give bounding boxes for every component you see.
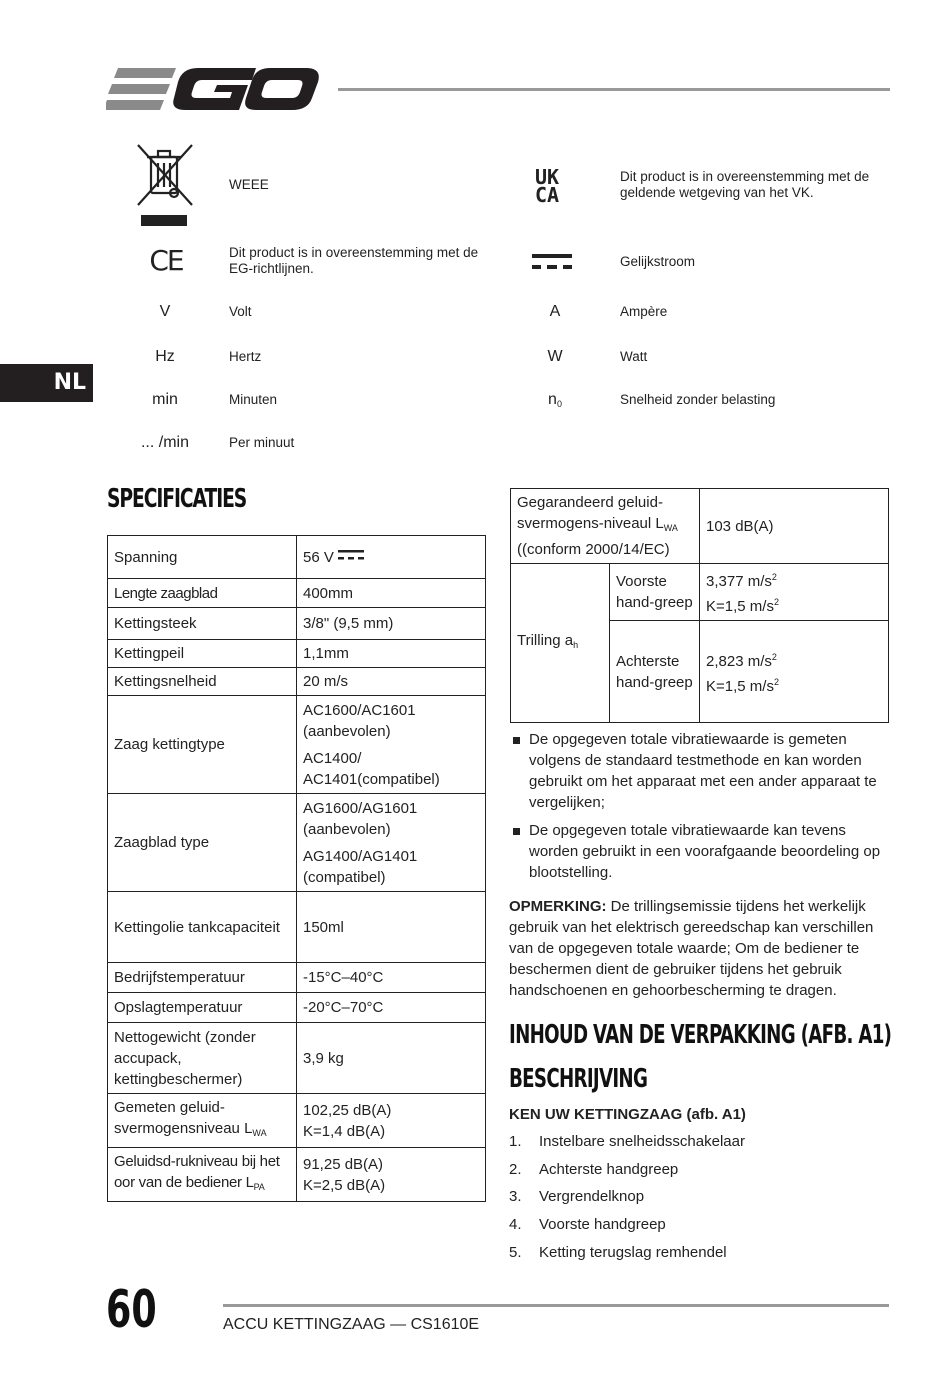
spec-value: -15°C–40°C bbox=[297, 963, 486, 993]
ego-logo bbox=[106, 64, 320, 114]
spec-key: Bedrijfstemperatuur bbox=[108, 963, 297, 993]
weee-label: WEEE bbox=[229, 177, 269, 192]
spec-key: Geluidsd-rukniveau bij het oor van de bediener $L_{PA}$ bbox=[108, 1148, 297, 1202]
ampere-label: Ampère bbox=[620, 304, 668, 319]
spec-value: 1,1mm bbox=[297, 640, 486, 668]
package-contents-heading: INHOUD VAN DE VERPAKKING (AFB. A1) bbox=[509, 1020, 892, 1050]
spec-value: 400mm bbox=[297, 579, 486, 608]
minutes-label: Minuten bbox=[229, 392, 278, 407]
ego-logo-e bbox=[106, 68, 176, 110]
rear-handle-label: Achterste hand-greep bbox=[610, 621, 700, 723]
list-item: 5. Ketting terugslag remhendel bbox=[509, 1243, 727, 1261]
list-item: 2. Achterste handgreep bbox=[509, 1160, 679, 1178]
list-item: 1. Instelbare snelheidsschakelaar bbox=[509, 1133, 745, 1150]
ego-logo-g bbox=[173, 68, 256, 110]
spec-value-recommended: AC1600/AC1601 (aanbevolen) bbox=[303, 701, 416, 740]
watt-symbol: W bbox=[547, 348, 563, 365]
table-row bbox=[108, 668, 486, 696]
table-row bbox=[108, 640, 486, 668]
specs-title: SPECIFICATIES bbox=[107, 484, 247, 514]
direct-current-icon bbox=[532, 253, 572, 271]
spec-value: 56 V bbox=[297, 536, 486, 579]
spec-key: Opslagtemperatuur bbox=[108, 993, 297, 1023]
spec-value-uncertainty: K=2,5 dB(A) bbox=[303, 1176, 386, 1194]
front-handle-value: 3,377 $m/s^2$ K=1,5 $m/s^2$ bbox=[700, 564, 889, 621]
volt-label: Volt bbox=[229, 304, 252, 319]
list-item: De opgegeven totale vibratiewaarde is gemeten volgens de standaard testmethode en kan worden gebruikt om het apparaat met een ander apparaat te vergelijken; bbox=[512, 729, 892, 813]
direct-current-label: Gelijkstroom bbox=[620, 254, 696, 269]
table-row bbox=[108, 579, 486, 608]
list-item: 3. Vergrendelknop bbox=[509, 1188, 645, 1206]
table-row bbox=[511, 564, 889, 621]
parts-list bbox=[509, 1133, 745, 1271]
list-item: 4. Voorste handgreep bbox=[509, 1216, 666, 1234]
table-row bbox=[108, 1148, 486, 1202]
spec-value: 20 m/s bbox=[297, 668, 486, 696]
ce-mark-icon: CE bbox=[149, 244, 183, 277]
table-row bbox=[108, 963, 486, 993]
hertz-label: Hertz bbox=[229, 349, 262, 364]
table-row bbox=[108, 993, 486, 1023]
language-tab: NL bbox=[0, 364, 93, 402]
know-your-chainsaw-heading: KEN UW KETTINGZAAG (afb. A1) bbox=[509, 1106, 746, 1123]
spec-key: Zaag kettingtype bbox=[108, 696, 297, 794]
note-text: De trillingsemissie tijdens het werkelijk gebruik van het elektrisch gereedschap kan verschillen van de opgegeven totale waarde; Om de bediener te beschermen dient de gebruiker tijdens het gebruik handschoenen en gehoorbescherming te dragen. bbox=[509, 898, 874, 999]
rear-handle-value: 2,823 $m/s^2$ K=1,5 $m/s^2$ bbox=[700, 621, 889, 723]
footer-rule bbox=[223, 1304, 889, 1307]
direct-current-icon bbox=[338, 550, 364, 562]
spec-value: 3,9 kg bbox=[297, 1023, 486, 1094]
table-row bbox=[511, 489, 889, 564]
minutes-symbol: min bbox=[152, 391, 178, 408]
no-load-speed-symbol: $n_0$ bbox=[548, 391, 562, 409]
table-row bbox=[108, 794, 486, 892]
table-row bbox=[108, 608, 486, 640]
spec-key: Kettingpeil bbox=[108, 640, 297, 668]
specs-table bbox=[107, 535, 486, 1202]
ce-label: Dit product is in overeenstemming met de EG-richtlijnen. bbox=[229, 245, 479, 276]
note-paragraph bbox=[509, 896, 891, 1001]
ukca-label: Dit product is in overeenstemming met de geldende wetgeving van het VK. bbox=[620, 169, 870, 200]
spec-key: Kettingolie tankcapaciteit bbox=[108, 892, 297, 963]
noise-vibration-table bbox=[510, 488, 889, 723]
spec-value-level: 102,25 dB(A) bbox=[303, 1101, 392, 1119]
header-rule bbox=[338, 88, 890, 91]
hertz-symbol: Hz bbox=[155, 348, 175, 365]
vibration-key: Trilling $a_h$ bbox=[511, 564, 610, 723]
description-heading: BESCHRIJVING bbox=[509, 1064, 648, 1094]
table-row bbox=[108, 536, 486, 579]
spec-key: Spanning bbox=[108, 536, 297, 579]
list-item: De opgegeven totale vibratiewaarde kan tevens worden gebruikt in een voorafgaande beoordeling op blootstelling. bbox=[512, 820, 892, 883]
ukca-mark-icon: UK CA bbox=[535, 165, 560, 207]
spec-value: 150ml bbox=[297, 892, 486, 963]
spec-value: -20°C–70°C bbox=[297, 993, 486, 1023]
front-handle-label: Voorste hand-greep bbox=[610, 564, 700, 621]
table-row bbox=[108, 892, 486, 963]
spec-value-recommended: AG1600/AG1601 (aanbevolen) bbox=[303, 799, 418, 838]
table-row bbox=[108, 1023, 486, 1094]
table-row bbox=[108, 1094, 486, 1148]
spec-value-level: 91,25 dB(A) bbox=[303, 1155, 384, 1173]
ampere-symbol: A bbox=[549, 303, 561, 320]
per-minute-label: Per minuut bbox=[229, 435, 295, 450]
spec-value: 3/8" (9,5 mm) bbox=[297, 608, 486, 640]
spec-value-uncertainty: K=1,4 dB(A) bbox=[303, 1122, 386, 1140]
note-label: OPMERKING: bbox=[509, 898, 607, 915]
ego-logo-o bbox=[245, 68, 319, 110]
no-load-speed-label: Snelheid zonder belasting bbox=[620, 392, 776, 407]
watt-label: Watt bbox=[620, 349, 648, 364]
vibration-bullets bbox=[512, 729, 892, 890]
weee-crossed-bin-icon bbox=[136, 143, 194, 227]
spec-value bbox=[297, 1148, 486, 1202]
spec-key: Kettingsnelheid bbox=[108, 668, 297, 696]
spec-value bbox=[297, 794, 486, 892]
spec-value-compatible: AC1400/ AC1401(compatibel) bbox=[303, 749, 440, 788]
spec-key: Kettingsteek bbox=[108, 608, 297, 640]
footer-title: ACCU KETTINGZAAG — CS1610E bbox=[223, 1316, 480, 1333]
spec-key: Gemeten geluid-svermogensniveau $L_{WA}$ bbox=[108, 1094, 297, 1148]
spec-key: Lengte zaagblad bbox=[108, 579, 297, 608]
spec-value bbox=[297, 1094, 486, 1148]
spec-value bbox=[297, 696, 486, 794]
page-number: 60 bbox=[106, 1280, 157, 1340]
spec-value-compatible: AG1400/AG1401 (compatibel) bbox=[303, 847, 418, 886]
guaranteed-sound-power-value: 103 dB(A) bbox=[700, 489, 889, 564]
per-minute-symbol: ... /min bbox=[140, 434, 189, 451]
table-row bbox=[108, 696, 486, 794]
volt-symbol: V bbox=[159, 303, 171, 320]
guaranteed-sound-power-key: Gegarandeerd geluid-svermogens-niveaul $L_{WA}$ ((conform 2000/14/EC) bbox=[511, 489, 700, 564]
spec-key: Nettogewicht (zonder accupack, kettingbeschermer) bbox=[108, 1023, 297, 1094]
spec-key: Zaagblad type bbox=[108, 794, 297, 892]
